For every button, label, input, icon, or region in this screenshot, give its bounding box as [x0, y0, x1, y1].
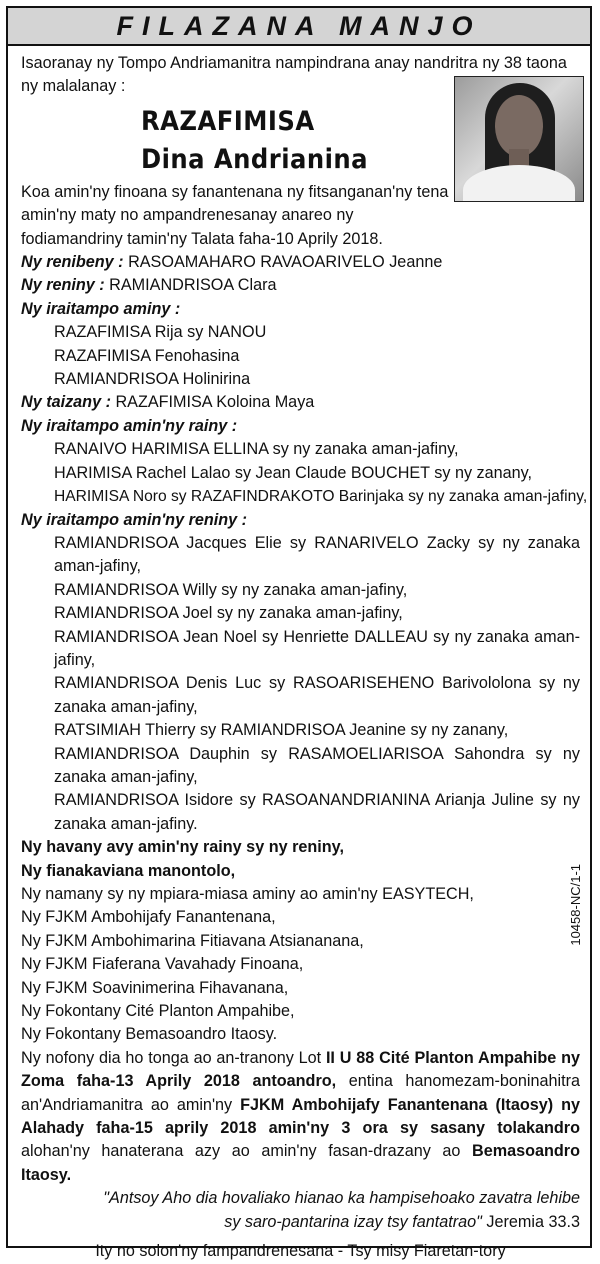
- grandmother-line: [21, 251, 580, 274]
- deceased-given-names: Dina Andrianina: [141, 143, 368, 175]
- mother-sibling-item: RAMIANDRISOA Jean Noel sy Henriette DALLEAU sy ny zanaka aman-jafiny,: [54, 627, 580, 669]
- intro-text: Isaoranay ny Tompo Andriamanitra nampindrana anay nandritra ny 38 taona ny malalanay :: [21, 54, 567, 96]
- father-siblings-label: Ny iraitampo amin'ny rainy :: [21, 416, 238, 435]
- mother-label: Ny reniny :: [21, 276, 105, 295]
- sibling-item: RAZAFIMISA Fenohasina: [54, 346, 240, 365]
- notice-title: FILAZANA MANJO: [8, 8, 590, 46]
- bible-verse-ref: Jeremia 33.3: [481, 1212, 580, 1231]
- obituary-notice: [6, 6, 592, 1261]
- mother-sibling-item: RAMIANDRISOA Willy sy ny zanaka aman-jafiny,: [54, 580, 408, 599]
- footer-note: Ity no solon'ny fampandrenesana - Tsy misy Fiaretan-tory: [95, 1242, 506, 1261]
- mother-sibling-item: RAMIANDRISOA Denis Luc sy RASOARISEHENO Barivololona sy ny zanaka aman-jafiny,: [54, 674, 580, 716]
- others-item: Ny Fokontany Cité Planton Ampahibe,: [21, 1002, 295, 1021]
- bible-verse-line: "Antsoy Aho dia hovaliako hianao ka hampisehoako zavatra lehibe: [103, 1189, 580, 1208]
- funeral-text: Ny nofony dia ho tonga ao an-tranony Lot: [21, 1048, 326, 1067]
- others-item: Ny FJKM Ambohimarina Fitiavana Atsiananana,: [21, 931, 364, 950]
- grandmother-name: RASOAMAHARO RAVAOARIVELO Jeanne: [128, 253, 443, 272]
- others-item: Ny namany sy ny mpiara-miasa aminy ao amin'ny EASYTECH,: [21, 885, 474, 903]
- funeral-text: entina hanomezam-boninahitra an'Andriamanitra ao amin'ny: [21, 1072, 580, 1114]
- relatives-line: Ny havany avy amin'ny rainy sy ny reniny,: [21, 838, 344, 857]
- father-sibling-item: HARIMISA Rachel Lalao sy Jean Claude BOUCHET sy ny zanany,: [54, 463, 533, 482]
- deceased-surname: RAZAFIMISA: [141, 105, 315, 137]
- mother-sibling-item: RAMIANDRISOA Isidore sy RASOANANDRIANINA Arianja Juline sy ny zanaka aman-jafiny.: [54, 791, 580, 833]
- grandmother-label: Ny renibeny :: [21, 253, 124, 272]
- mother-sibling-item: RAMIANDRISOA Jacques Elie sy RANARIVELO Zacky sy ny zanaka aman-jafiny,: [54, 533, 580, 576]
- reference-code: 10458-NC/1-1: [568, 864, 583, 946]
- mother-line: [21, 274, 580, 297]
- niece-line: [21, 391, 580, 414]
- others-item: Ny FJKM Soavinimerina Fihavanana,: [21, 978, 289, 997]
- sibling-item: RAZAFIMISA Rija sy NANOU: [54, 323, 267, 342]
- funeral-arrival: II U 88 Cité Planton Ampahibe ny Zoma faha-13 Aprily 2018 antoandro,: [21, 1048, 580, 1091]
- sibling-item: RAMIANDRISOA Holinirina: [54, 370, 251, 389]
- mother-sibling-item: RAMIANDRISOA Joel sy ny zanaka aman-jafiny,: [54, 604, 403, 623]
- mother-sibling-item: RAMIANDRISOA Dauphin sy RASAMOELIARISOA Sahondra sy ny zanaka aman-jafiny,: [54, 744, 580, 786]
- others-item: Ny FJKM Ambohijafy Fanantenana,: [21, 908, 276, 927]
- niece-label: Ny taizany :: [21, 393, 111, 412]
- father-sibling-item: RANAIVO HARIMISA ELLINA sy ny zanaka aman-jafiny,: [54, 440, 459, 459]
- reference-code-container: [564, 864, 584, 974]
- funeral-details: [21, 1047, 580, 1187]
- mother-siblings-label: Ny iraitampo amin'ny reniny :: [21, 510, 248, 529]
- notice-body: [8, 46, 590, 1264]
- funeral-service: FJKM Ambohijafy Fanantenana (Itaosy) ny Alahady faha-15 aprily 2018 amin'ny 3 ora sy sasany tolakandro: [21, 1095, 580, 1138]
- funeral-burial-place: Bemasoandro Itaosy.: [21, 1142, 580, 1184]
- funeral-text: alohan'ny hanaterana azy ao amin'ny fasan-drazany ao: [21, 1142, 473, 1161]
- others-item: Ny FJKM Fiaferana Vavahady Finoana,: [21, 955, 304, 974]
- bible-verse-line: [21, 1211, 580, 1234]
- relatives-line: Ny fianakaviana manontolo,: [21, 861, 236, 880]
- mother-sibling-item: RATSIMIAH Thierry sy RAMIANDRISOA Jeanine sy ny zanany,: [54, 721, 509, 740]
- others-item: Ny Fokontany Bemasoandro Itaosy.: [21, 1025, 278, 1044]
- father-sibling-item: HARIMISA Noro sy RAZAFINDRAKOTO Barinjaka sy ny zanaka aman-jafiny,: [54, 488, 588, 506]
- mother-name: RAMIANDRISOA Clara: [109, 276, 277, 295]
- siblings-label: Ny iraitampo aminy :: [21, 299, 181, 318]
- announcement-text: Koa amin'ny finoana sy fanantenana ny fitsanganan'ny tena amin'ny maty no ampandrenesanay anareo ny fodiamandriny tamin'ny Talata faha-10 Aprily 2018.: [21, 182, 449, 248]
- bible-verse-text: sy saro-pantarina izay tsy fantatrao": [224, 1212, 482, 1231]
- niece-name: RAZAFIMISA Koloina Maya: [115, 393, 315, 412]
